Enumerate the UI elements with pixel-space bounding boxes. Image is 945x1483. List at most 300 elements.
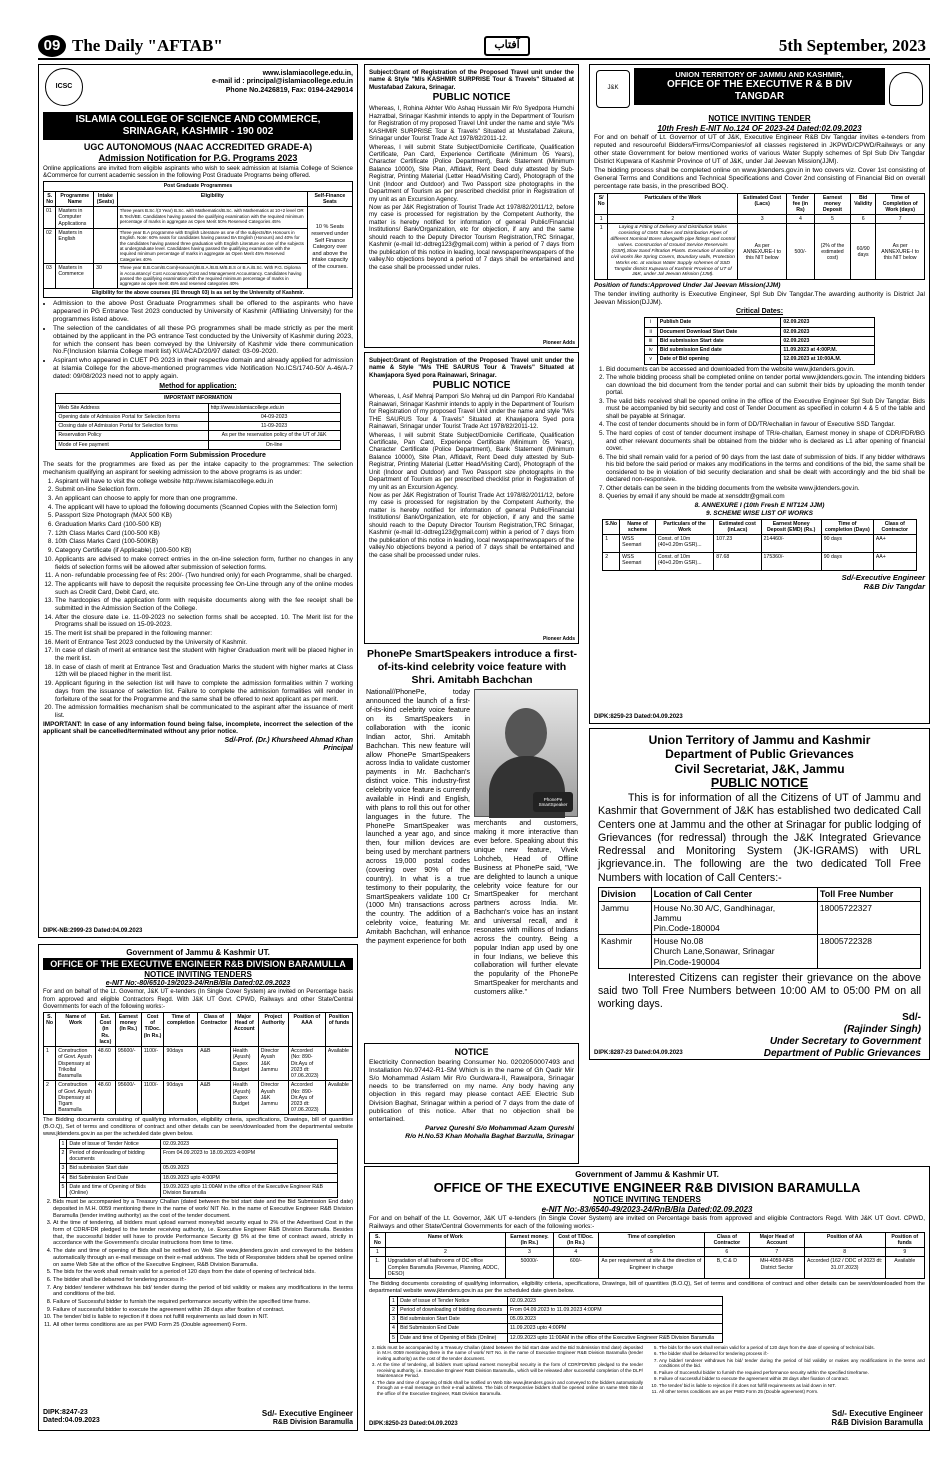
list-item: 12. The applicants will have to deposit the requisite processing fee On-Line through any of the online modes such as Credit Card, Debit Card, etc. (55, 581, 353, 596)
cell: A&B (198, 1047, 231, 1081)
nit-title: NOTICE INVITING TENDERS (593, 1195, 701, 1205)
signatory-department: Department of Public Grievances (763, 1048, 921, 1060)
table-header: Time of completion (598, 1232, 704, 1247)
table-row (44, 207, 353, 229)
office-name: OFFICE OF THE EXECUTIVE ENGINEER R&B DIVISION BARAMULLA (433, 1179, 861, 1195)
cell: 30 (94, 264, 118, 289)
table-row (59, 1139, 337, 1148)
cell: 600/- (553, 1257, 598, 1279)
cell: 04-09-2023 (208, 412, 340, 421)
table-header: Major Head of Account (749, 1232, 804, 1247)
cell: On-line (208, 440, 340, 449)
list-item: 1. Aspirant will have to visit the college website http://www.islamiacollege.edu.in (55, 478, 353, 486)
table-header: Self-Finance Seats (307, 191, 352, 206)
cell: Health (Ayush) Capex Budget (230, 1047, 258, 1081)
table-header: Particulars of the Work (655, 519, 713, 534)
cell: 19.09.2023 upto 11:00AM in the office of the Executive Engineer R&B Division Baramulla (161, 1182, 337, 1197)
college-email[interactable]: e-mail id : principal@islamiacollege.edu.in (211, 78, 353, 86)
cell: House No.30 A/C, Gandhinagar, (653, 902, 776, 913)
cell: Church Lane,Sonawar, Srinagar (653, 946, 775, 957)
cell: 60/90 days (850, 224, 875, 280)
table-row (44, 1081, 353, 1115)
table-row (644, 327, 875, 336)
cell: 90days (164, 1081, 198, 1115)
amitabh-photo (474, 689, 578, 817)
cell: Mode of Fee payment (56, 440, 208, 449)
table-row (595, 215, 925, 224)
list-item: 11. All other terms conditions are as per PWD Form 25 (Double agreement) Form. (659, 1389, 925, 1395)
table-header: S. No (44, 1012, 56, 1046)
nit-intro: For and on behalf of the Lt. Governor, J&K UT e-tenders (In Single Cover System) are invited on Percentage basis from approved and eligible Contractors Regd. With J&K UT Govt. CPWD, Railways and other State/Central Governments for each of the following works:- (369, 1215, 925, 1231)
funds-position: Position of funds:Approved Under Jal Jeevan Mission(JJM) (594, 282, 781, 290)
cell: Bid submission End date (657, 346, 781, 355)
notice-subject: Subject:Grant of Registration of the Proposed Travel unit under the name & Style "M/s KASHMIR SURPRISE Tour & Travels" Situated at Mustafabad Zakura, Srinagar. (369, 69, 574, 91)
cell: 1 (59, 1139, 67, 1148)
table-header: Earnest Money Deposit (EMD) (Rs.) (761, 519, 821, 534)
cell: WSS Seemari (620, 552, 656, 570)
cell: 12.09.2023 upto 11:00AM in the office of the Executive Engineer R&B Division Baramulla (507, 1333, 722, 1342)
cell: 3 (390, 1315, 398, 1324)
table-header: S/ No (595, 193, 608, 215)
office-name: OFFICE OF THE EXECUTIVE ENGINEER R&B DIVISION BARAMULLA (43, 958, 353, 971)
table-header: Position of funds (885, 1232, 924, 1247)
agency-credit: Pioneer Adds (542, 340, 575, 346)
cell: Reservation Policy (56, 431, 208, 440)
phonepe-article (366, 648, 578, 1043)
nit-title: NOTICE INVITING TENDERS (144, 970, 252, 980)
table-row (644, 346, 875, 355)
signature-office: R&B Div Tangdar (863, 581, 925, 591)
college-letterhead (43, 68, 353, 110)
list-item: 10. The tender/ bid is liable to rejection if it does not fulfill requirements as laid down in NIT. (53, 1314, 353, 1321)
cell: 5 (598, 1248, 704, 1257)
admission-notice-title: Admission Notification for P.G. Programs 2023 (98, 152, 298, 163)
cell: AA+ (873, 552, 916, 570)
cell: Pin.Code-190004 (653, 956, 720, 967)
nit-title: NOTICE INVITING TENDER (708, 114, 811, 123)
cell: B, C & D (704, 1257, 749, 1279)
cell: Three year B.A programme with English Literature as one of the subjects/BA Honours in English. Note: 60% seats for candidates having passed BA English (Honours) and 40% for the candidates having passed three graduation with English Literature as one of the subjects at undergraduate level. Candidates having passed the qualifying examination with the required minimum percentage of marks in aggregate as Open Merit 45% Reserved Categories 40% (117, 228, 307, 263)
tangdar-tender (589, 64, 930, 724)
cell: 2 (603, 552, 620, 570)
table-header: Position of funds (325, 1012, 352, 1046)
table-header: Tender fee (in Rs) (786, 193, 814, 215)
signature-office: R&B Division Baramulla (272, 1418, 353, 1426)
table-row (370, 1257, 925, 1279)
cell: 1 (595, 215, 608, 224)
notice-body: Electricity Connection bearing Consumer No. 0202050007493 and Installation No.97442-R1-SM Which is in the name of Gh Qadir Mir S/o Mohammad Aslam Mir R/o Gurdwara-II, Rawalpora, Srinagar needs to be transferred on my name. Any body having any objection in this regard may please contact AEE Electric Sub Division Baghat, Srinagar within a period of 7 days from the date of publication of this notice. After that no objection shall be entertained. (369, 1058, 574, 1123)
speaker-device-icon: PhonePe SmartSpeaker (533, 792, 573, 812)
table-header: Earnest money Deposit (814, 193, 850, 215)
notice-subject: Subject:Grant of Registration of the Proposed Travel unit under the name & Style "M/s THE SAURUS Tour & Travels" Situated at Khawjapora Syed pora Rainawari, Srinagar. (369, 357, 574, 379)
cell: 7 (876, 215, 925, 224)
cell: 1 (370, 1248, 386, 1257)
table-header: Location of Call Center (651, 887, 817, 901)
cell: v (644, 355, 657, 364)
cell: 3 (505, 1248, 553, 1257)
annexure-subtitle: 9. SCHEME WISE LIST OF WORKS (706, 509, 813, 517)
list-item: 4. The date and time of opening of Bids shall be notified on Web Site www.jktenders.gov.in and conveyed to the bidders automatically through an e-mail message on their e-mail address. The bids of Responsive bidders shall be opened online on same Web Site at the office of the Executive Engineer, R&B Division Baramulla. (53, 1248, 353, 1268)
cell: 1100/- (141, 1081, 164, 1115)
cell: 4 (786, 215, 814, 224)
list-item: 6. The bidder shall be debarred for tendering process if:- (53, 1277, 353, 1284)
toll-free-number[interactable]: 18005722328 (817, 935, 920, 969)
list-item: 9. Failure of successful bidder to execute the agreement within 28 days after fixation of contract. (659, 1376, 925, 1382)
table-row (370, 1248, 925, 1257)
ut-name: Union Territory of Jammu and Kashmir (648, 733, 871, 747)
page-number: 09 (38, 35, 66, 57)
signature: Sd/- Executive Engineer (261, 1409, 353, 1419)
cell: 5 (390, 1333, 398, 1342)
list-item: 5. The bids for the work shall remain valid for a period of 120 days from the date of opening of technical bids. (53, 1269, 353, 1276)
cell: 500/- (786, 224, 814, 280)
schedule-table (389, 1296, 723, 1343)
table-row (599, 935, 921, 969)
list-item: 9. Failure of successful bidder to execute the agreement within 28 days after fixation of contract. (53, 1307, 353, 1314)
table-row (390, 1315, 723, 1324)
table-header: S. No (44, 191, 56, 206)
cell: Upgradation of all bathrooms of DC office Complex Baramulla (Revenue, Planning, ADDC, DESO) (385, 1257, 505, 1279)
list-item: 9. Category Certificate (if Applicable) (100-500 KB) (55, 547, 353, 555)
table-row (644, 355, 875, 364)
cell: 05.09.2023 (507, 1315, 722, 1324)
cell: Bid submission Start date (67, 1164, 161, 1173)
list-item: • The selection of the candidates of all these PG programmes shall be made strictly as per the merit obtained by the applicant in the PG entrance Test conducted by the University of Kashmir during 2023, for which the consent has been conveyed by the University of Kashmir vide there communication No.F(Inclusion Islamia College merit list) KU/ACAD/20/97 dated: 03-09-2020. (53, 325, 353, 357)
college-subtitle: UGC AUTONOMOUS (NAAC ACCREDITED GRADE-A) (83, 142, 313, 152)
signature: Sd/- Executive Engineer (831, 1408, 923, 1418)
cell: 02.09.2023 (161, 1139, 337, 1148)
cell: 48.60 (95, 1047, 115, 1081)
tender-footer (43, 1409, 353, 1427)
list-item: 7. Other details can be seen in the bidding documents from the website www.jktenders.gov.in. (606, 485, 925, 493)
grievance-notice (589, 728, 930, 1060)
jjm-logo-icon (889, 72, 923, 106)
cell: Bid Submission End Date (67, 1173, 161, 1182)
signatory-name: (Rajinder Singh) (843, 1024, 921, 1036)
table-header: Toll Free Number (817, 887, 920, 901)
cell: Period of downloading of bidding documents (398, 1305, 508, 1314)
cell: Three years B.Sc /(3 Year) B.Sc. with Mathematics/B.Sc. with Mathematics at 10+2 level OR B.Tech/BE. Candidates having passed the qualifying examination with the required minimum percentage of marks in aggregate as Open Merit 50% Reserved Categories 45% (117, 207, 307, 229)
kashmir-surprise-notice (364, 64, 579, 348)
pg-programmes-table (43, 181, 353, 298)
cell: 8 (804, 1248, 885, 1257)
principal-title: Principal (323, 745, 353, 753)
cell: 1 (44, 1047, 56, 1081)
cell: Publish Date (657, 318, 781, 327)
list-item: 4. The applicant will have to upload the following documents (Scanned Copies with the Selection form) (55, 504, 353, 512)
table-row (390, 1296, 723, 1305)
cell: As per requirement at site & the direction of Engineer in charge (598, 1257, 704, 1279)
cell: 18.09.2023 upto 4:00PM (161, 1173, 337, 1182)
issue-date: 5th September, 2023 (778, 35, 926, 55)
cell: i (644, 318, 657, 327)
notice-body: This is for information of all the Citizens of UT of Jammu and Kashmir that Government of J&K has established two dedicated Call Centers one at Jammu and the other at Srinagar for public lodging of Grievances (for redressal) through the J&K Integrated Grievance Redressal and Monitoring System (JK-IGRAMS) with URL jkgrievance.in. The following are the two dedicated Toll Free Numbers with location of Call Centers:- (598, 792, 921, 884)
cell: Accorded (No: 890-Dir.Ayu of 2023 dt: 07.06.2023) (288, 1047, 325, 1081)
islamia-college-ad (38, 64, 358, 938)
table-header: Earnest money. (In Rs.) (505, 1232, 553, 1247)
article-headline: PhonePe SmartSpeakers introduce a first-of-its-kind celebrity voice feature with Shri. Amitabh Bachchan (366, 648, 578, 686)
cell: Closing date of Admission Portal for Selection forms (56, 422, 208, 431)
cell: Laying & Fitting of Delivery and Distribution Mains consisting of GMS Tubes and Distribution Pipes of different Nominal Bores alongwith pipe fittings and control valves. Construction of Ground Service Reservoirs (GSR),Slow Sand Filtration Plants. Execution of ancillary civil works like Spring Covers, Boundary walls, Protection Works etc. at various Water Supply schemes of SSD Tangdar district Kupwara of Kashmir Province of UT of J&K, under Jal Jeevan Mission (JJM). (608, 224, 738, 280)
cell: As per ANNEXURE-I to this NIT below (876, 224, 925, 280)
dipk-number: DIPK-NB:2999-23 Dated:04.09.2023 (43, 927, 143, 934)
department-address: Civil Secretariat, J&K, Jammu (674, 761, 845, 776)
signature-office: R&B Division Baramulla (831, 1418, 923, 1428)
table-header: Name of Work (56, 1012, 96, 1046)
list-item: 4. The date and time of opening of Bids shall be notified on Web Site www.jktenders.gov.in and conveyed to the bidders automatically through an e-mail message on their e-mail address. The bids of Responsive bidders shall be opened online on same Web Site at the office of the Executive Engineer, R&B Division Baramulla. (377, 1380, 643, 1397)
office-name: OFFICE OF THE EXECUTIVE R & B DIV (666, 79, 852, 90)
cell: 87.68 (714, 552, 761, 570)
newspaper-logo: آفتاب (484, 36, 530, 56)
list-item: 20. The admission formalities mechanism shall be communicated to the aspirant after the issuance of merit list. (55, 704, 353, 719)
cell: As per the reservation policy of the UT of J&K (208, 431, 340, 440)
nit-intro: For and on behalf of the Lt. Governor, J&K UT e-tenders (In Single Cover System) are invited on Percentage basis from approved and eligible Contractors Regd. With J&K UT Govt. CPWD, Railways and other State/Central Governments for each of the following works:- (43, 989, 353, 1010)
list-item: 5. Passport Size Photograph (MAX 500 KB) (55, 512, 353, 520)
bid-intro: The Bidding documents consisting of qualifying information, eligibility criteria, specifications, Drawings, bill of quantities (B.O.Q), Set of terms and conditions of contract and other details can be seen/downloaded from the departmental website www.jktenders.gov.in as per the scheduled date given below. (43, 1117, 353, 1137)
list-item: 3. An applicant can choose to apply for more than one programme. (55, 495, 353, 503)
cell: ii (644, 327, 657, 336)
tangdar-works-table (594, 193, 925, 281)
cell: Jammu (599, 901, 652, 935)
cell: 175360/- (761, 552, 821, 570)
table-header: Time of Completion of Work (days) (876, 193, 925, 215)
cell: Opening date of Admission Portal for Selection forms (56, 412, 208, 421)
tangdar-title-bar (634, 68, 885, 105)
list-item: • Aspirant who appeared in CUET PG 2023 in their respective domain and already applied for admission at Islamia College for the above-mentioned programmes vide Notification No.ICS/1740-50/ A-46/A-7 dated: 09/08/2023 need not to apply again. (53, 357, 353, 381)
cell: iii (644, 336, 657, 345)
cell: 02.09.2023 (781, 327, 875, 336)
table-header: Earnest money (In Rs.) (115, 1012, 141, 1046)
nit-number: e-NIT No:-83/6540-49/2023-24/RnB/Bla Dated:02.09.2023 (541, 1204, 753, 1214)
table-header: Position of AAA (288, 1012, 325, 1046)
important-info-table (55, 393, 340, 449)
table-header: Bid Validity (850, 193, 875, 215)
jk-emblem-icon: J&K (596, 70, 630, 108)
list-item: 18. In case of clash of merit at Entrance Test and Graduation Marks the student with higher marks at Class 12th will be placed higher in the merit list. (55, 664, 353, 679)
schedule-table (59, 1139, 338, 1199)
notice-title: NOTICE (454, 1047, 489, 1057)
cell: From 04.09.2023 to 11.09.2023 4:00PM (507, 1305, 722, 1314)
list-item: 4. The cost of tender documents should be in form of DD/TR/echallan in favour of Executive SSD Tangdar. (606, 421, 925, 429)
list-item: 17. In case of clash of merit at entrance test the student with higher Graduation merit will be placed higher in the merit list. (55, 647, 353, 662)
notice-name: Parvez Qureshi S/o Mohammad Azam Qureshi (425, 1125, 574, 1133)
college-website[interactable]: www.islamiacollege.edu.in, (262, 70, 353, 77)
cell: Masters in Commerce (56, 264, 94, 289)
cell: (2% of the estimated cost) (814, 224, 850, 280)
cell: 2 (44, 1081, 56, 1115)
table-row (56, 431, 340, 440)
notice-para: Now as per J&K Registration of Tourist Trade Act 1978/82/2011/12, before my case is processed for registration by the Competent Authority, the matter is hereby notified for information of general Public/Financial Institutions/ Bank/Organization, etc for objection, if any and the same should reach to the Deputy Director Tourism Registration,TRC Srinagar, Kashmir (e-mail Id:-ddtreg123@gmail.com) within a period of 7 days from the publication of this notice in leading, local newspaper/newspapers of the valley.No objections beyond a period of 7 days shall be entertained and the case shall be processed under rules. (369, 204, 575, 271)
cell: 90 days (821, 534, 873, 552)
notice-title: PUBLIC NOTICE (432, 92, 511, 104)
cell: Date of issue of Tender Notice (67, 1139, 161, 1148)
tender-points-a (369, 1344, 643, 1398)
cell[interactable]: http://www.islamiacollege.edu.in (208, 403, 340, 412)
notice-title: PUBLIC NOTICE (432, 380, 511, 392)
cell: 05.09.2023 (161, 1164, 337, 1173)
cell: Accorded (No: 890-Dir.Ayu of 2023 dt: 07.06.2023) (288, 1081, 325, 1115)
table-header: Particulars of the Work (608, 193, 738, 215)
notice-footer: Interested Citizens can register their grievance on the above said two Toll Free Numbers between 10:00 AM to 05:00 PM on all working days. (598, 971, 921, 1011)
procedure-steps (43, 478, 353, 720)
bid-intro: The Bidding documents consisting of qualifying information, eligibility criteria, specifications, Drawings, bill of quantities (B.O.Q), Set of terms and conditions of contract and other details can be seen/downloaded from the departmental website www.jktenders.gov.in as per the scheduled date given below. (369, 1281, 925, 1294)
dipk-number: DIPK:8259-23 Dated:04.09.2023 (594, 713, 683, 720)
table-row (595, 224, 925, 280)
admission-intro: Online applications are invited from eligible aspirants who wish to seek admission at Islamia College of Science &Commerce for current academic session in the following Post Graduate Programs being offered. (43, 164, 353, 180)
college-address: SRINAGAR, KASHMIR - 190 002 (122, 126, 274, 137)
college-phone: Phone No.2426819, Fax: 0194-2429014 (225, 86, 353, 94)
table-header: Class of Contractor (704, 1232, 749, 1247)
cell: Available (325, 1047, 352, 1081)
table-row (644, 336, 875, 345)
self-finance-cell: 10 % Seats reserved under Self Finance Category over and above the intake capacity of the courses. (307, 207, 352, 289)
cell: 1100/- (141, 1047, 164, 1081)
tender-signature (831, 1409, 923, 1428)
cell: 9 (885, 1248, 924, 1257)
table-row (644, 318, 875, 327)
cell: 11.09.2023 at 4:00P.M. (781, 346, 875, 355)
list-item: 3. At the time of tendering, all bidders must upload earnest money/bid security in the form of CDR/FDR/BG pledged to the tender receiving authority, i.e. Executive Engineer R&B Division Baramulla., which will be released after successful completion of the DLP/ Maintenance Period. (377, 1362, 643, 1379)
cell: Available (885, 1257, 924, 1279)
cell: 01 (44, 207, 56, 229)
notice-para: Whereas, I, Asif Mehraj Pampori S/o Mehraj ud din Pampori R/o Kandabal Rainawari, Srinagar Kashmir intends to apply in the Department of Tourism for Registration of my proposed Travel Unit under the name and style "M/s THE SAURUS Tour & Travels" Situated at Khawjapora Syed pora Rainawari, Srinagar under Tourist Trade Act 1978/82/2011-12. (369, 393, 574, 431)
notice-para: Now as per J&K Registration of Tourist Trade Act 1978/82/2011/12, before my case is processed for registration by the Competent Authority, the matter is hereby notified for information of general Public/Financial Institutions/ Bank/Organization, etc for objection, if any and the same should reach to the Deputy Director Tourism Registration,TRC Srinagar, Kashmir (e-mail Id:-ddtreg123@gmail.com) within a period of 7 days from the publication of this notice in leading, local newspaper/newspapers of the valley.No objections beyond a period of 7 days shall be entertained and the case shall be processed under rules. (369, 492, 575, 559)
works-table (43, 1012, 353, 1116)
cell: Jammu (653, 912, 682, 923)
notice-para: Whereas, I will submit State Subject/Domicile Certificate, Qualification Certificate, Pan Card, Experience Certificate (Minimum 05 Years), Character Certificate (Police Department), Bank Statement (Minimum Balance 10000), Site Plan, Affidavit, Rent Deed duly attested by Sub-Registrar, Printing Material (Letter Head/Visiting Card), Photograph of the Unit (Indoor and Outdoor) and Two Passport size photographs in the Department of Tourism as per prescribed checklist prior in Registration of my unit as an Excursion Agency. (369, 431, 574, 491)
tangdar-letterhead (594, 68, 925, 114)
list-item: 11. All other terms conditions are as per PWD Form 25 (Double agreement) Form. (53, 1322, 353, 1329)
critical-dates-title: Critical Dates: (735, 308, 784, 316)
principal-signature: Sd/-Prof. (Dr.) Khursheed Ahmad Khan (224, 736, 353, 744)
important-note: IMPORTANT: In case of any information found being false, incomplete, incorrect the selection of the applicant shall be cancelled/terminated without any prior notice. (43, 720, 353, 736)
article-column-1: National//PhonePe, today announced the launch of a first-of-its-kind celebrity voice feature on its SmartSpeakers in collaboration with the iconic Indian actor, Shri. Amitabh Bachchan. This new feature will allow PhonePe SmartSpeakers across India to validate customer payments in Mr. Bachchan's distinct voice. This industry-first celebrity voice feature is currently available in Hindi and English, with plans to roll this out for other languages in the future. The PhonePe SmartSpeaker was launched a year ago, and since then, four million devices are being used by merchant partners across 19,000 postal codes (covering over 90% of the country). In what is a true testimony to their popularity, the SmartSpeakers validate 100 Cr (1000 Mn) transactions across the country. The addition of a celebrity voice, featuring Mr. Amitabh Bachchan, will enhance the payment experience for both (366, 689, 470, 945)
cell: Accorded (162 / DDC of 2023 dt: 31.07.2023) (804, 1257, 885, 1279)
cell: Period of downloading of bidding documents (67, 1148, 161, 1163)
nit-number: 10th Fresh E-NIT No.124 OF 2023-24 Dated:02.09.2023 (657, 123, 862, 133)
table-row (59, 1173, 337, 1182)
table-header: Cost of T/Doc. (In Rs.) (553, 1232, 598, 1247)
tender-points (43, 1199, 353, 1329)
admission-bullets (43, 300, 353, 381)
list-item: 10. The tender/ bid is liable to rejection if it does not fulfill requirements as laid down in NIT. (659, 1383, 925, 1389)
cell: 48.60 (95, 1081, 115, 1115)
table-row (390, 1305, 723, 1314)
signatory-designation: Under Secretary to Government (769, 1036, 921, 1048)
table-header: Class of Contractor (198, 1012, 231, 1046)
cell: Three year B.B.Com/B.Com(Honours)/B.B.A./B.B.M/B.B.S or B.A./B.Sc. With P.G. Diploma in Accountancy/ Cost Accountancy/Cost and Management Accountancy. Candidates having passed the qualifying examination with the required minimum percentage of marks in aggregate as open merit 45% and reserved categories 40% (117, 264, 307, 289)
cell: 12.09.2023 at 10:00A.M. (781, 355, 875, 364)
cell: Bid submission Start Date (398, 1315, 508, 1324)
table-row (56, 412, 340, 421)
cell: 95600/- (115, 1081, 141, 1115)
annexure-table (602, 519, 916, 571)
list-item: 2. Bids must be accompanied by a Treasury Challan (dated between the bid start date and the Bid Submission End date) deposited in M.H. 0059 mentioning there in the name of work/ NIT No. in the name of Executive Engineer R&B Division Baramulla (tender inviting authority) as the cost of the tender document. (53, 1199, 353, 1219)
person-head-icon (505, 708, 547, 758)
cell: 6 (850, 215, 875, 224)
cell: Health (Ayush) Capex Budget (230, 1081, 258, 1115)
agency-credit: Pioneer Adds (542, 636, 575, 642)
cell: 214460/- (761, 534, 821, 552)
nit-number: e-NIT No:-80/6510-19/2023-24/RnB/Bla Dated:02.09.2023 (105, 979, 291, 987)
electricity-notice (364, 1043, 579, 1164)
cell: Date of issue of Tender Notice (398, 1296, 508, 1305)
cell: 1 (603, 534, 620, 552)
cell: 02.09.2023 (781, 336, 875, 345)
toll-free-number[interactable]: 18005722327 (817, 901, 920, 935)
cell: Director Ayush J&K Jammu (258, 1081, 288, 1115)
cell: Available (325, 1081, 352, 1115)
table-header: Major Head of Account (230, 1012, 258, 1046)
cell: 107.23 (714, 534, 761, 552)
notice-para: Whereas, I will submit State Subject/Domicile Certificate, Qualification Certificate, Pan Card, Experience Certificate (Minimum 05 Years), Character Certificate (Police Department), Bank Statement (Minimum Balance 10000), Site Plan, Affidavit, Rent Deed duly attested by Sub-Registrar, Printing Material (Letter Head/Visiting Card), Photograph of the Unit (Indoor and Outdoor) and Two Passport size photographs in the Department of Tourism as per prescribed checklist prior in Registration of my unit as an Excursion Agency. (369, 143, 574, 203)
works-table (369, 1232, 925, 1279)
gov-name: Government of Jammu & Kashmir UT. (575, 1170, 719, 1179)
cell: As per ANNEXURE-I to this NIT below (738, 224, 787, 280)
table-row (44, 264, 353, 289)
cell: Web Site Address (56, 403, 208, 412)
cell: 90 days (821, 552, 873, 570)
critical-dates-table (644, 317, 876, 364)
table-header: Name of scheme (620, 519, 656, 534)
call-center-table (598, 887, 921, 969)
cell: 02.09.2023 (781, 318, 875, 327)
article-column-2: merchants and customers, making it more interactive than ever before. Speaking about this unique new feature, Vivek Lohcheb, Head of Offline Business at PhonePe said, "We are delighted to launch a unique celebrity voice feature for our SmartSpeaker for merchant partners across India. Mr. Bachchan's voice has an instant and universal recall, and it resonates with millions of Indians across the country. Being a popular Indian app used by one in four Indians, we believe this collaboration will further elevate the popularity of the PhonePe SmartSpeaker for merchants and customers alike." (474, 820, 578, 997)
cell: 3 (738, 215, 787, 224)
cell: Date and time of Opening of Bids (Online) (67, 1182, 161, 1197)
list-item: 8. Queries by email if any should be made at xensddtr@gmail.com (606, 493, 925, 501)
newspaper-header (38, 34, 930, 60)
table-header: Programme Name (56, 191, 94, 206)
list-item: 13. The hardcopies of the application form with requisite documents along with the fee receipt shall be submitted in the Admission Section of the College. (55, 597, 353, 612)
cell: 4 (59, 1173, 67, 1182)
cell: Const. of 10m (40+0.20m GSR)... (655, 552, 713, 570)
cell: Masters in English (56, 228, 94, 263)
list-item: 8. Failure of Successful bidder to furnish the required performance security within the specified timeframe. (659, 1370, 925, 1376)
list-item: 7. Any bidder/ tenderer withdraws his bid/ tender during the period of bid validity or makes any modifications in the terms and conditions of the bid. (659, 1358, 925, 1369)
office-location: TANGDAR (734, 91, 785, 102)
cell: iv (644, 346, 657, 355)
newspaper-name: The Daily "AFTAB" (72, 35, 223, 55)
notice-address: R/o H.No.53 Khan Mohalla Baghat Barzulla, Srinagar (405, 1133, 574, 1141)
saurus-notice (364, 352, 579, 644)
cell: 2 (608, 215, 738, 224)
table-row (390, 1324, 723, 1333)
list-item: 10. Applicants are advised to make correct entries in the on-line selection form, further no changes in any fields of selection forms will be allowed after submission of selection forms. (55, 556, 353, 571)
department-name: Department of Public Grievances (665, 747, 854, 762)
list-item: 15. The merit list shall be prepared in the following manner: (55, 630, 353, 638)
cell: 11-09-2023 (208, 422, 340, 431)
cell: Bid Submission End Date (398, 1324, 508, 1333)
list-item: 3. The valid bids received shall be opened online in the office of the Executive Engineer Spl Sub Div Tangdar. Bids must be accompanied by bid security and cost of Tender Document as specified in column 4 & 5 of the table and shall be payable at Srinagar. (606, 398, 925, 421)
cell: Masters in Computer Applications (56, 207, 94, 229)
list-item: 6. The bid shall remain valid for a period of 90 days from the last date of submission of bids. If any bidder withdraws his bid before the said period or makes any modifications in the terms and conditions of the bid, the same shall be considered to be in violation of bid security declaration and shall be dealt with accordingly and the bid shall be declared non-responsive. (606, 454, 925, 484)
cell: Date of Bid opening (657, 355, 781, 364)
cell: 7 (749, 1248, 804, 1257)
list-item: 6. The bidder shall be debarred for tendering process if:- (659, 1351, 925, 1357)
table-caption: IMPORTANT INFORMATION (56, 394, 340, 403)
cell: MH-4059-NFB District Sector (749, 1257, 804, 1279)
cell: House No.08 (653, 936, 704, 947)
cell: Const. of 10m (40+0.20m GSR)... (655, 534, 713, 552)
ut-name: UNION TERRITORY OF JAMMU AND KASHMIR, (675, 70, 844, 79)
table-header: Project Authority (258, 1012, 288, 1046)
cell: Construction of Govt. Ayush Dispensary at Tigam Baramulla (56, 1081, 96, 1115)
list-item: 6. Graduation Marks Card (100-500 KB) (55, 521, 353, 529)
signature: Sd/-Executive Engineer (841, 572, 925, 582)
list-item: 8. Failure of Successful bidder to furnish the required performance security within the specified time frame. (53, 1299, 353, 1306)
cell: A&B (198, 1081, 231, 1115)
